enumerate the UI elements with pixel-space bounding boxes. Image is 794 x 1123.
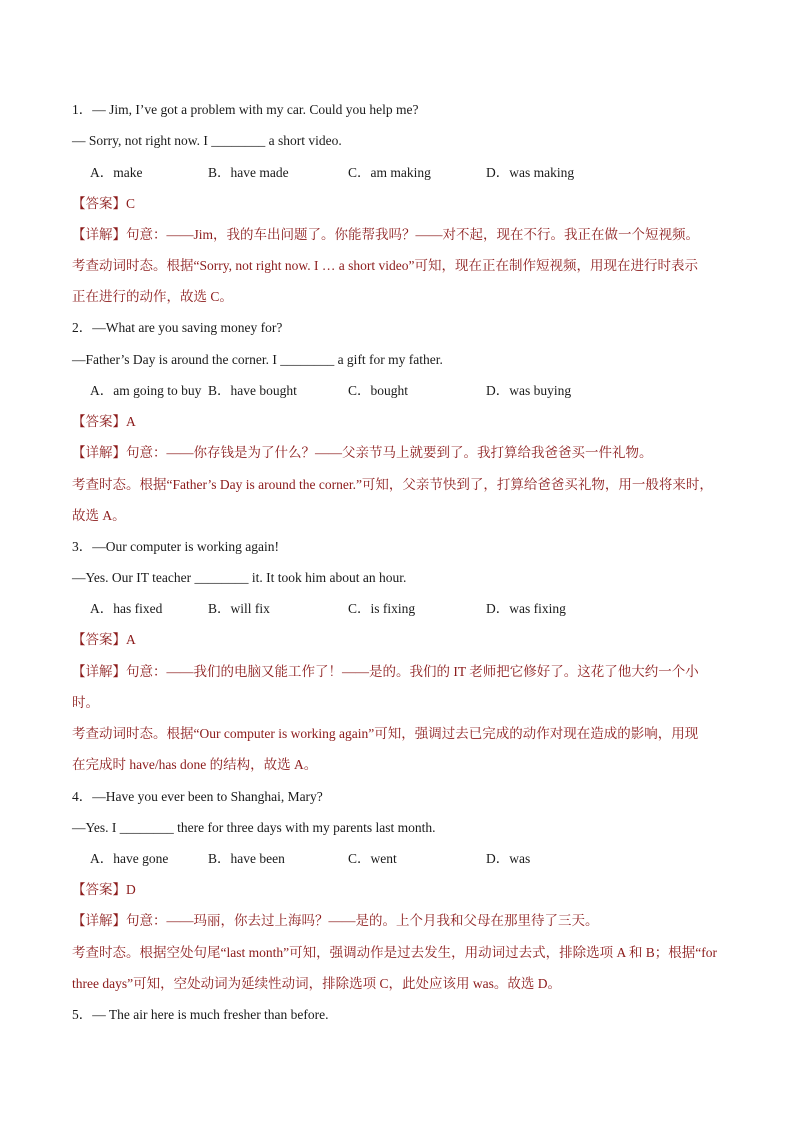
detail-label: 【详解】 xyxy=(72,664,126,679)
question-3-options xyxy=(90,599,710,619)
detail-line: 句意：——你存钱是为了什么？——父亲节马上就要到了。我打算给我爸爸买一件礼物。 xyxy=(126,445,653,460)
question-1-reply: — Sorry, not right now. I ________ a short video. xyxy=(72,133,342,148)
question-4-reply: —Yes. I ________ there for three days with my parents last month. xyxy=(72,820,436,835)
option-d: D．was fixing xyxy=(486,601,566,616)
question-1-stem: 1．— Jim, I’ve got a problem with my car. Could you help me? xyxy=(72,102,419,117)
option-c: C．am making xyxy=(348,165,431,180)
option-d: D．was making xyxy=(486,165,575,180)
question-2-detail xyxy=(72,443,653,463)
detail-line: 在完成时 have/has done 的结构，故选 A。 xyxy=(72,757,318,772)
question-2-stem: 2．—What are you saving money for? xyxy=(72,320,283,335)
question-5-stem: 5．— The air here is much fresher than before. xyxy=(72,1007,329,1022)
question-4-options xyxy=(90,849,710,869)
option-b: B．will fix xyxy=(208,601,270,616)
option-d: D．was buying xyxy=(486,383,572,398)
question-4-stem: 4．—Have you ever been to Shanghai, Mary? xyxy=(72,789,323,804)
option-a: A．make xyxy=(90,165,143,180)
detail-line: 句意：——玛丽，你去过上海吗？——是的。上个月我和父母在那里待了三天。 xyxy=(126,913,599,928)
detail-line: 考查动词时态。根据“Sorry, not right now. I … a short video”可知，现在正在制作短视频，用现在进行时表示 xyxy=(72,258,698,273)
question-2-answer xyxy=(72,412,136,432)
option-a: A．have gone xyxy=(90,851,169,866)
detail-line: 考查时态。根据“Father’s Day is around the corner.”可知，父亲节快到了，打算给爸爸买礼物，用一般将来时， xyxy=(72,477,713,492)
question-2-reply: —Father’s Day is around the corner. I ________ a gift for my father. xyxy=(72,352,443,367)
detail-line: 故选 A。 xyxy=(72,508,126,523)
option-c: C．is fixing xyxy=(348,601,416,616)
question-2-options xyxy=(90,381,710,401)
option-a: A．has fixed xyxy=(90,601,163,616)
answer-value: D xyxy=(126,882,136,897)
detail-label: 【详解】 xyxy=(72,913,126,928)
option-c: C．went xyxy=(348,851,397,866)
detail-line: 句意：——Jim，我的车出问题了。你能帮我吗？——对不起，现在不行。我正在做一个短视频。 xyxy=(126,227,700,242)
detail-line: 考查动词时态。根据“Our computer is working again”可知，强调过去已完成的动作对现在造成的影响，用现 xyxy=(72,726,699,741)
answer-label: 【答案】 xyxy=(72,414,126,429)
question-1-answer xyxy=(72,194,135,214)
answer-label: 【答案】 xyxy=(72,882,126,897)
question-3-reply: —Yes. Our IT teacher ________ it. It took him about an hour. xyxy=(72,570,407,585)
answer-value: A xyxy=(126,414,136,429)
option-d: D．was xyxy=(486,851,531,866)
option-b: B．have bought xyxy=(208,383,297,398)
question-4-detail xyxy=(72,911,599,931)
question-3-stem: 3．—Our computer is working again! xyxy=(72,539,279,554)
question-1-options xyxy=(90,163,710,183)
detail-line: three days”可知，空处动词为延续性动词，排除选项 C，此处应该用 was。故选 D。 xyxy=(72,976,561,991)
detail-line: 句意：——我们的电脑又能工作了！——是的。我们的 IT 老师把它修好了。这花了他大约一个小 xyxy=(126,664,699,679)
detail-line: 正在进行的动作，故选 C。 xyxy=(72,289,233,304)
question-3-answer xyxy=(72,630,136,650)
question-4-answer xyxy=(72,880,136,900)
detail-line: 考查时态。根据空处句尾“last month”可知，强调动作是过去发生，用动词过去式，排除选项 A 和 B；根据“for xyxy=(72,945,717,960)
option-b: B．have made xyxy=(208,165,289,180)
detail-label: 【详解】 xyxy=(72,227,126,242)
option-a: A．am going to buy xyxy=(90,383,202,398)
answer-value: C xyxy=(126,196,136,211)
detail-line: 时。 xyxy=(72,695,99,710)
question-3-detail xyxy=(72,662,699,682)
answer-label: 【答案】 xyxy=(72,632,126,647)
option-b: B．have been xyxy=(208,851,285,866)
answer-label: 【答案】 xyxy=(72,196,126,211)
answer-value: A xyxy=(126,632,136,647)
question-1-detail xyxy=(72,225,699,245)
detail-label: 【详解】 xyxy=(72,445,126,460)
option-c: C．bought xyxy=(348,383,409,398)
